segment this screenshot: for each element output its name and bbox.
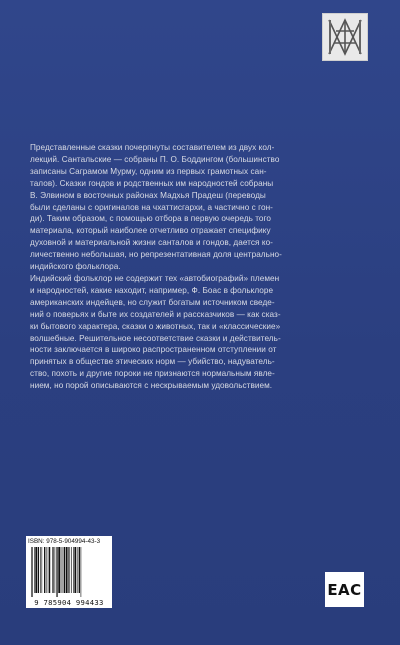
barcode-bar bbox=[73, 547, 74, 593]
barcode-bar bbox=[48, 547, 49, 593]
publisher-logo bbox=[322, 13, 368, 61]
barcode-bar bbox=[40, 547, 41, 593]
barcode-bar bbox=[63, 547, 64, 593]
eac-conformity-mark: EAC bbox=[325, 572, 364, 607]
barcode-bar bbox=[31, 547, 32, 597]
barcode-bar bbox=[56, 547, 57, 597]
barcode-bar bbox=[55, 547, 56, 593]
barcode-bar bbox=[61, 547, 62, 593]
barcode-bar bbox=[74, 547, 76, 593]
ean-number: 9 785904 994433 bbox=[34, 598, 104, 607]
isbn-label: ISBN: 978-5-904994-43-3 bbox=[28, 538, 101, 545]
annotation-text: Представленные сказки почерпнуты составителем из двух кол- лекций. Сантальские — собраны П. О. Боддингом (большинство записаны Саграмом Мурму, одним из первых грамотных сан- талов). Сказки гондов и родственных им народностей собраны В. Элвином в восточных районах Мадхья Прадеш (переводы были сделаны с оригиналов на чхаттисгархи, а частично с гон- ди). Таким образом, с помощью отбора в первую очередь того материала, который наиболее отчетливо отражает специфику духовной и материальной жизни санталов и гондов, дается ко- личественно небольшая, но репрезентативная доля центрально- индийского фольклора. Индийский фольклор не содержит тех «автобиографий» племен и народностей, какие находит, например, Ф. Боас в фольклоре американских индейцев, но служит богатым источником сведе- ний о поверьях и быте их создателей и рассказчиков — как сказ- ки бытового характера, сказки о животных, так и «классические» волшебные. Решительное несоответствие сказки и действитель- ности заключается в широко распространенном отступлении от принятых в обществе этических норм — убийство, надуватель- ство, похоть и другие пороки не признаются нормальным явле- нием, но порой описываются с нескрываемым удовольствием. bbox=[30, 143, 282, 391]
barcode-bar bbox=[42, 547, 43, 593]
barcode-bar bbox=[69, 547, 70, 593]
barcode-bar bbox=[52, 547, 53, 593]
barcode-bar bbox=[34, 547, 35, 593]
barcode-bar bbox=[81, 547, 82, 597]
barcode-bar bbox=[78, 547, 79, 593]
barcode-bar bbox=[64, 547, 65, 593]
barcode-bar bbox=[53, 547, 54, 593]
barcode-bar bbox=[35, 547, 37, 593]
barcode-bar bbox=[46, 547, 47, 593]
barcode-bar bbox=[66, 547, 68, 593]
barcode-bar bbox=[49, 547, 50, 593]
barcode-bar bbox=[71, 547, 72, 593]
barcode-bar bbox=[79, 547, 80, 593]
isbn-barcode bbox=[26, 536, 112, 608]
barcode-bars bbox=[31, 547, 107, 597]
barcode-bar bbox=[58, 547, 60, 593]
barcode-bar bbox=[32, 547, 33, 597]
barcode-bar bbox=[38, 547, 39, 593]
barcode-bar bbox=[68, 547, 69, 593]
barcode-bar bbox=[44, 547, 45, 593]
